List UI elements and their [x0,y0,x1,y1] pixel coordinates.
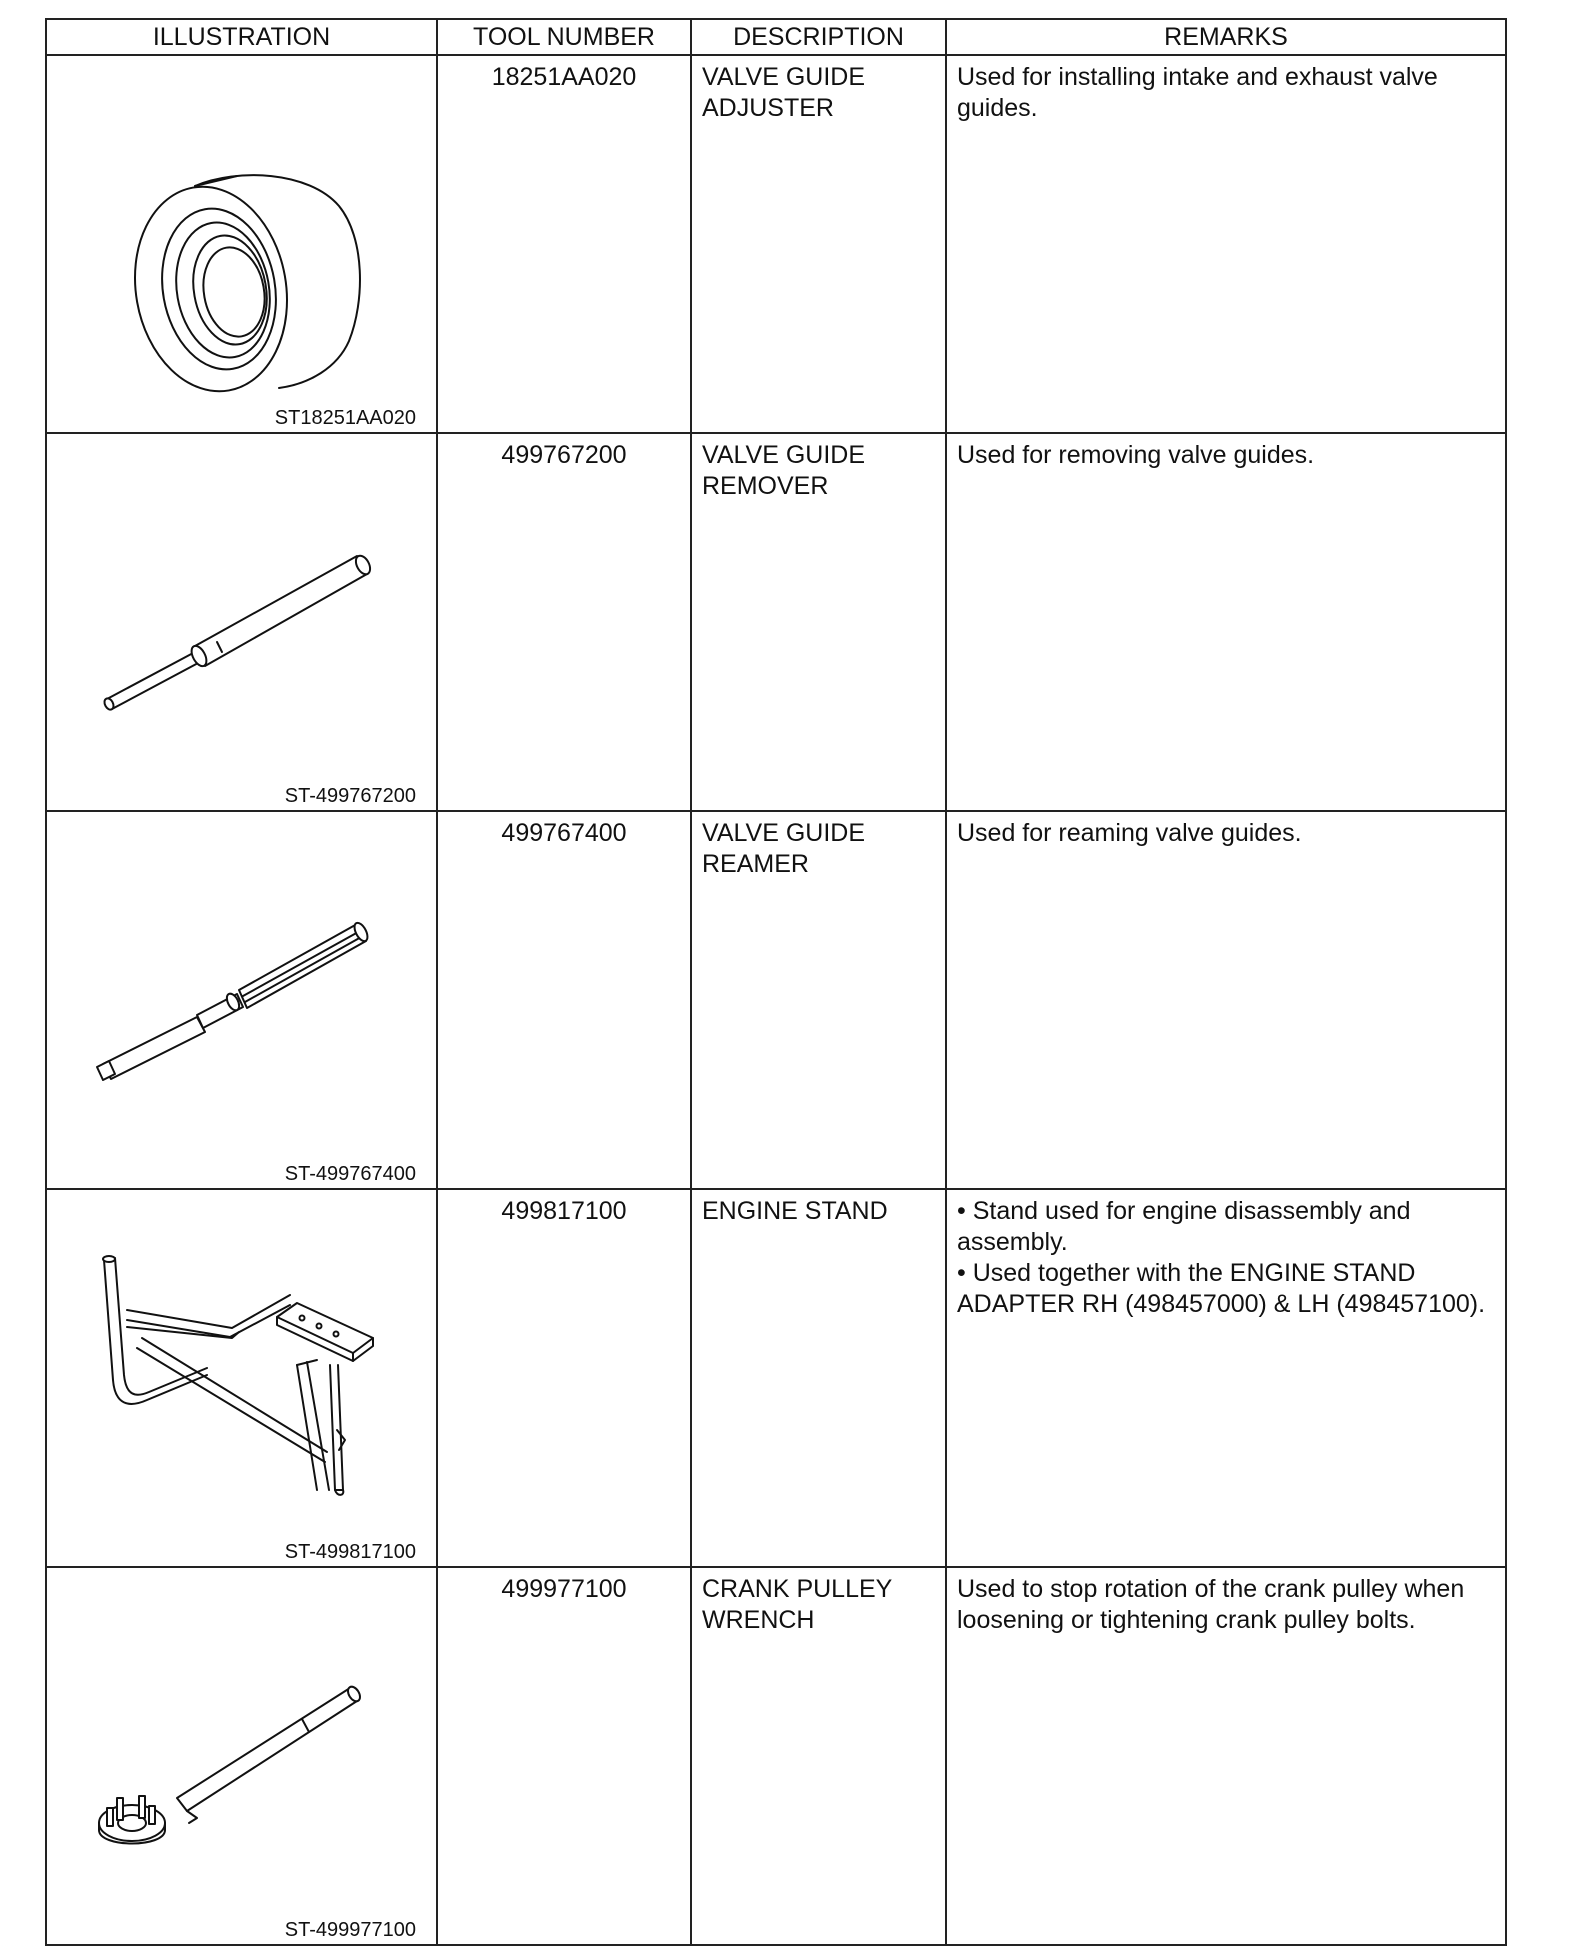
table-header-row [46,19,1506,55]
remark-line: Used to stop rotation of the crank pulley when loosening or tightening crank pulley bolts. [957,1575,1465,1634]
valve-guide-adjuster-drawing-icon [47,56,434,424]
tool-description: VALVE GUIDE ADJUSTER [691,55,946,433]
tool-number: 18251AA020 [437,55,691,433]
illustration-cell [46,55,437,433]
table-row [46,1189,1506,1567]
remark-line: Used for reaming valve guides. [957,819,1302,847]
remark-line: Used for removing valve guides. [957,441,1315,469]
header-illustration: ILLUSTRATION [46,19,437,55]
illustration-code: ST18251AA020 [274,407,416,429]
header-tool-number: TOOL NUMBER [437,19,691,55]
table-row [46,811,1506,1189]
tool-description: CRANK PULLEY WRENCH [691,1567,946,1945]
valve-guide-remover-drawing-icon [47,434,434,802]
tool-description: VALVE GUIDE REAMER [691,811,946,1189]
remark-line: • Used together with the ENGINE STAND ADAPTER RH (498457000) & LH (498457100). [957,1259,1486,1318]
remark-line: Used for installing intake and exhaust valve guides. [957,63,1438,122]
tool-number: 499767400 [437,811,691,1189]
header-remarks: REMARKS [946,19,1506,55]
tool-description: VALVE GUIDE REMOVER [691,433,946,811]
remark-line: • Stand used for engine disassembly and assembly. [957,1197,1411,1256]
tool-remarks [946,811,1506,1189]
tool-remarks [946,1567,1506,1945]
illustration-cell [46,433,437,811]
illustration-code: ST-499817100 [284,1541,416,1563]
header-description: DESCRIPTION [691,19,946,55]
tool-remarks [946,433,1506,811]
engine-stand-drawing-icon [47,1190,434,1558]
tool-number: 499817100 [437,1189,691,1567]
tool-remarks [946,1189,1506,1567]
tool-remarks [946,55,1506,433]
table-row [46,433,1506,811]
tool-number: 499767200 [437,433,691,811]
illustration-cell [46,811,437,1189]
table-row [46,55,1506,433]
illustration-code: ST-499767200 [284,785,416,807]
special-tools-table [45,18,1507,1946]
valve-guide-reamer-drawing-icon [47,812,434,1180]
illustration-cell [46,1189,437,1567]
table-row [46,1567,1506,1945]
crank-pulley-wrench-drawing-icon [47,1568,434,1936]
illustration-code: ST-499767400 [284,1163,416,1185]
illustration-code: ST-499977100 [284,1919,416,1941]
tool-number: 499977100 [437,1567,691,1945]
illustration-cell [46,1567,437,1945]
tool-description: ENGINE STAND [691,1189,946,1567]
